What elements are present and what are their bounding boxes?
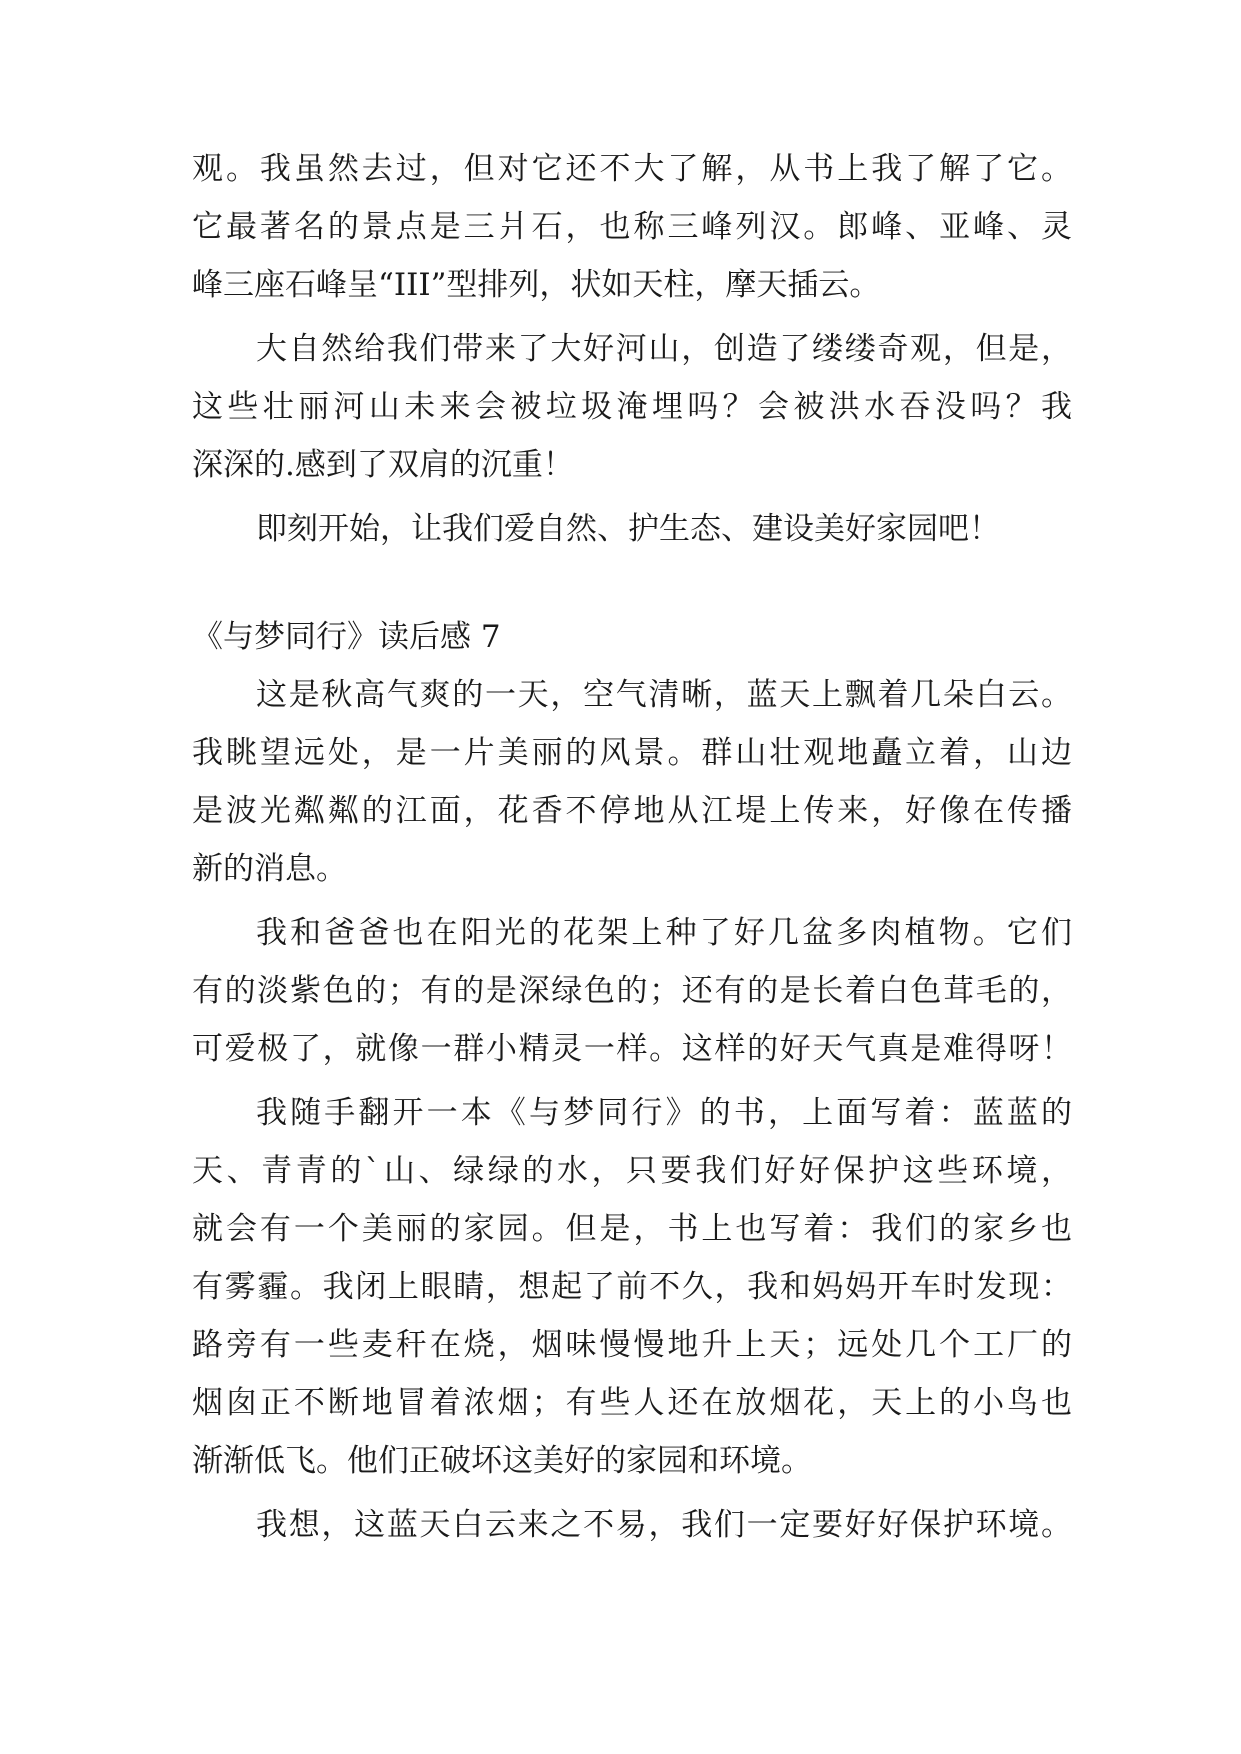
- text-line: 是波光粼粼的江面，花香不停地从江堤上传来，好像在传播: [192, 793, 1072, 829]
- text-line: 可爱极了，就像一群小精灵一样。这样的好天气真是难得呀！: [192, 1031, 1072, 1067]
- text-line: 新的消息。: [192, 851, 347, 887]
- paragraph-first-line: 我和爸爸也在阳光的花架上种了好几盆多肉植物。它们: [256, 915, 1072, 951]
- text-line: 烟囱正不断地冒着浓烟；有些人还在放烟花，天上的小鸟也: [192, 1385, 1072, 1421]
- text-line: 渐渐低飞。他们正破坏这美好的家园和环境。: [192, 1443, 812, 1479]
- text-line: 峰三座石峰呈“III”型排列，状如天柱，摩天插云。: [192, 267, 881, 303]
- section-heading: 《与梦同行》读后感 7: [192, 619, 501, 655]
- paragraph-first-line: 即刻开始，让我们爱自然、护生态、建设美好家园吧！: [256, 511, 1000, 547]
- paragraph-first-line: 我随手翻开一本《与梦同行》的书，上面写着：蓝蓝的: [256, 1095, 1072, 1131]
- text-line: 我眺望远处，是一片美丽的风景。群山壮观地矗立着，山边: [192, 735, 1072, 771]
- text-line: 就会有一个美丽的家园。但是，书上也写着：我们的家乡也: [192, 1211, 1072, 1247]
- paragraph-first-line: 大自然给我们带来了大好河山，创造了缕缕奇观，但是，: [256, 331, 1072, 367]
- text-line: 天、青青的`山、绿绿的水，只要我们好好保护这些环境，: [192, 1153, 1072, 1189]
- text-line: 这些壮丽河山未来会被垃圾淹埋吗？会被洪水吞没吗？我: [192, 389, 1072, 425]
- paragraph-first-line: 我想，这蓝天白云来之不易，我们一定要好好保护环境。: [256, 1507, 1072, 1543]
- text-line: 深深的.感到了双肩的沉重！: [192, 447, 574, 483]
- text-line: 有雾霾。我闭上眼睛，想起了前不久，我和妈妈开车时发现：: [192, 1269, 1072, 1305]
- text-line: 路旁有一些麦秆在烧，烟味慢慢地升上天；远处几个工厂的: [192, 1327, 1072, 1363]
- text-line: 观。我虽然去过，但对它还不大了解，从书上我了解了它。: [192, 151, 1072, 187]
- text-line: 有的淡紫色的；有的是深绿色的；还有的是长着白色茸毛的，: [192, 973, 1072, 1009]
- text-line: 它最著名的景点是三爿石，也称三峰列汉。郎峰、亚峰、灵: [192, 209, 1072, 245]
- paragraph-first-line: 这是秋高气爽的一天，空气清晰，蓝天上飘着几朵白云。: [256, 677, 1072, 713]
